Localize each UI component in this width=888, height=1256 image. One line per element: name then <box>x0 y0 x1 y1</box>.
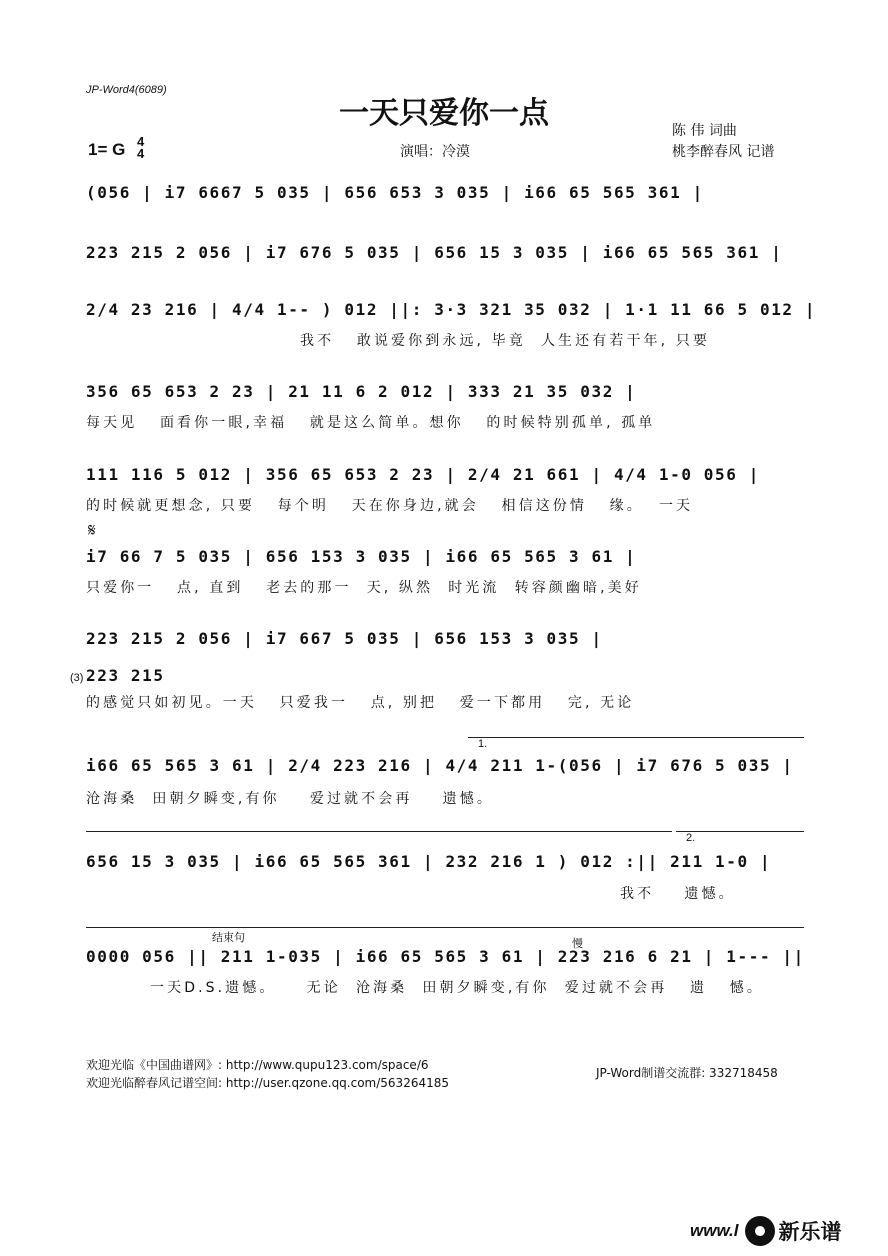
footer-link-1[interactable]: 欢迎光临《中国曲谱网》: http://www.qupu123.com/space/6 <box>86 1058 429 1072</box>
time-signature <box>137 136 144 160</box>
song-title: 一天只爱你一点 <box>339 96 549 131</box>
lyric-line-6: 沧海桑 田朝夕瞬变,有你 爱过就不会再 遗憾。 <box>86 791 494 807</box>
score-line-6: i7 66 7 5 035 | 656 153 3 035 | i66 65 565 3 61 | <box>86 547 637 566</box>
segno-sign: 𝄋 <box>88 520 96 541</box>
watermark-logo <box>690 1216 842 1246</box>
ending-1-bracket <box>468 737 804 738</box>
score-line-5: 111 116 5 012 | 356 65 653 2 23 | 2/4 21 661 | 4/4 1-0 056 | <box>86 465 760 484</box>
lyric-line-3: 的时候就更想念, 只要 每个明 天在你身边,就会 相信这份情 缘。 一天 <box>86 498 694 514</box>
score-line-3: 2/4 23 216 | 4/4 1-- ) 012 ||: 3·3 321 35 032 | 1·1 11 66 5 012 | <box>86 300 817 319</box>
score-line-4: 356 65 653 2 23 | 21 11 6 2 012 | 333 21 35 032 | <box>86 382 637 401</box>
lyric-line-8: 一天D.S.遗憾。 无论 沧海桑 田朝夕瞬变,有你 爱过就不会再 遗 憾。 <box>150 980 764 996</box>
software-label: JP-Word4(6089) <box>86 84 167 96</box>
variant-label: (3) <box>70 672 84 684</box>
rit-mark: 慢 <box>572 938 583 950</box>
lyric-line-7: 我不 遗憾。 <box>620 886 736 902</box>
ending-top-bracket <box>86 831 672 832</box>
singer-credit: 演唱：冷漠 <box>400 144 470 160</box>
ending-2-label: 2. <box>686 832 696 844</box>
lyric-line-1: 我不 敢说爱你到永远, 毕竟 人生还有若干年, 只要 <box>300 333 710 349</box>
transcriber-credit: 桃李醉春风 记谱 <box>672 144 775 160</box>
time-signature-top: 4 <box>137 134 145 149</box>
lyric-line-2: 每天见 面看你一眼,幸福 就是这么简单。想你 的时候特别孤单, 孤单 <box>86 415 656 431</box>
time-signature-bottom: 4 <box>137 146 145 161</box>
score-line-7: 223 215 2 056 | i7 667 5 035 | 656 153 3 035 | <box>86 629 603 648</box>
coda-bracket <box>86 927 804 928</box>
coda-label: 结束句 <box>212 932 245 944</box>
score-line-2: 223 215 2 056 | i7 676 5 035 | 656 15 3 035 | i66 65 565 361 | <box>86 243 783 262</box>
watermark-name: 新乐谱 <box>778 1220 842 1244</box>
score-line-8: i66 65 565 3 61 | 2/4 223 216 | 4/4 211 1-(056 | i7 676 5 035 | <box>86 756 794 775</box>
score-line-9: 656 15 3 035 | i66 65 565 361 | 232 216 1 ) 012 :|| 211 1-0 | <box>86 852 772 871</box>
disc-icon <box>745 1216 775 1246</box>
watermark-url: www.l <box>690 1221 739 1240</box>
variant-notes: 223 215 <box>86 666 165 685</box>
ending-1-label: 1. <box>478 738 488 750</box>
footer-group: JP-Word制谱交流群: 332718458 <box>596 1066 778 1080</box>
lyric-line-4: 只爱你一 点, 直到 老去的那一 天, 纵然 时光流 转容颜幽暗,美好 <box>86 580 642 596</box>
ending-2-bracket <box>676 831 804 832</box>
lyric-line-5: 的感觉只如初见。一天 只爱我一 点, 别把 爱一下都用 完, 无论 <box>86 695 635 711</box>
lyricist-credit: 陈 伟 词曲 <box>672 123 737 139</box>
score-line-1: (056 | i7 6667 5 035 | 656 653 3 035 | i66 65 565 361 | <box>86 183 704 202</box>
footer-link-2[interactable]: 欢迎光临醉春风记谱空间: http://user.qzone.qq.com/563264185 <box>86 1076 450 1090</box>
score-line-10: 0000 056 || 211 1-035 | i66 65 565 3 61 | 223 216 6 21 | 1--- || <box>86 947 805 966</box>
key-signature: 1= G <box>88 140 126 159</box>
